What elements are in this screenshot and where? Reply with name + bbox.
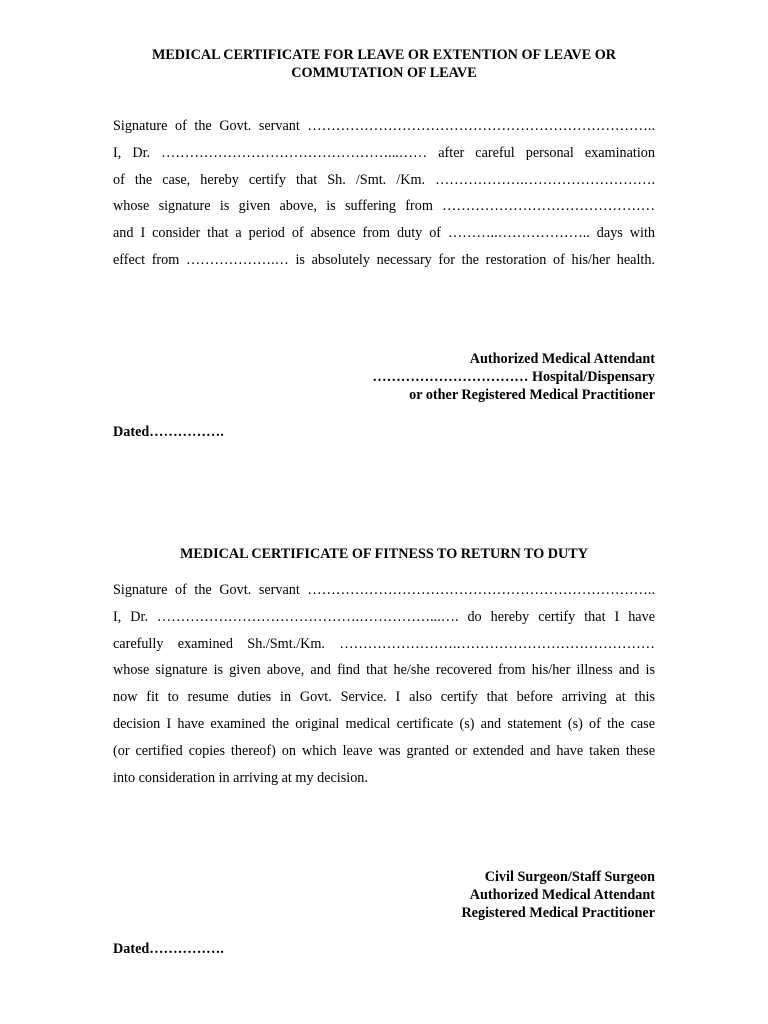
- fitness-body-line: Signature of the Govt. servant ………………………………………………………………..: [113, 582, 655, 598]
- signatory-line: Civil Surgeon/Staff Surgeon: [484, 869, 655, 885]
- fitness-body-line: decision I have examined the original medical certificate (s) and statement (s) of the case: [113, 715, 655, 732]
- leave-body-line: I, Dr. …………………………………………...…… after careful personal examination: [113, 144, 655, 161]
- leave-certificate-title: [112, 46, 656, 82]
- signatory-line: Authorized Medical Attendant: [469, 351, 655, 367]
- fitness-certificate-title: [112, 545, 656, 563]
- leave-certificate-title-line-1: MEDICAL CERTIFICATE FOR LEAVE OR EXTENTION OF LEAVE OR: [151, 47, 617, 63]
- signatory-line: …………………………… Hospital/Dispensary: [372, 369, 655, 385]
- fitness-certificate-signatory: [461, 868, 655, 922]
- fitness-body-line: carefully examined Sh./Smt./Km. …………………….……………………………………: [113, 635, 655, 652]
- fitness-body-line: into consideration in arriving at my decision.: [113, 769, 368, 786]
- fitness-certificate-dated: Dated…………….: [113, 941, 224, 957]
- leave-body-line: and I consider that a period of absence from duty of ………..……………….. days with: [113, 225, 655, 242]
- signatory-line: or other Registered Medical Practitioner: [409, 387, 655, 403]
- fitness-body-line: whose signature is given above, and find that he/she recovered from his/her illness and is: [113, 662, 655, 679]
- fitness-certificate-body: [113, 577, 655, 791]
- fitness-body-line: (or certified copies thereof) on which leave was granted or extended and have taken these: [113, 742, 655, 759]
- signatory-line: Authorized Medical Attendant: [469, 887, 655, 903]
- fitness-body-line: I, Dr. …………………………………….……………...…. do hereby certify that I have: [113, 608, 655, 625]
- leave-certificate-title-line-2: COMMUTATION OF LEAVE: [291, 65, 477, 81]
- fitness-body-line: now fit to resume duties in Govt. Service. I also certify that before arriving at this: [113, 689, 655, 706]
- fitness-certificate-title-line: MEDICAL CERTIFICATE OF FITNESS TO RETURN TO DUTY: [179, 546, 588, 562]
- leave-certificate-body: [113, 113, 655, 274]
- leave-body-line: effect from ……………….… is absolutely necessary for the restoration of his/her health.: [113, 251, 655, 268]
- leave-body-line: Signature of the Govt. servant ………………………………………………………………..: [113, 118, 655, 134]
- leave-certificate-signatory: [372, 350, 655, 404]
- leave-body-line: of the case, hereby certify that Sh. /Smt. /Km. ……………….……………………….: [113, 171, 655, 188]
- leave-body-line: whose signature is given above, is suffering from ………………………………………: [113, 198, 655, 215]
- signatory-line: Registered Medical Practitioner: [461, 905, 655, 921]
- leave-certificate-dated: Dated…………….: [113, 424, 224, 440]
